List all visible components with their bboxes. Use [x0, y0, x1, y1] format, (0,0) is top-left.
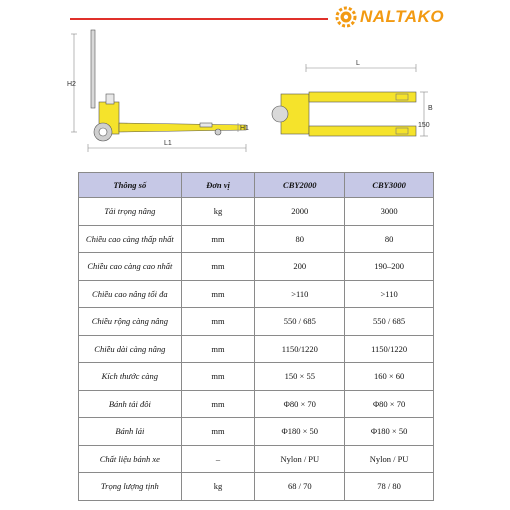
table-row [79, 198, 434, 226]
table-row [79, 390, 434, 418]
header-cell: Thông số [79, 173, 182, 198]
spec-value-cell: 68 / 70 [255, 473, 345, 501]
spec-value-cell: >110 [345, 280, 434, 308]
spec-value-cell: 1150/1220 [255, 335, 345, 363]
spec-value-cell: mm [181, 280, 255, 308]
spec-value-cell: 550 / 685 [255, 308, 345, 336]
brand-name: NALTAKO [360, 7, 445, 26]
spec-value-cell: Φ180 × 50 [345, 418, 434, 446]
spec-name-cell: Tải trọng nâng [79, 198, 182, 226]
table-row [79, 308, 434, 336]
spec-value-cell: Φ180 × 50 [255, 418, 345, 446]
dim-l-label: L [356, 60, 360, 67]
spec-name-cell: Chất liệu bánh xe [79, 445, 182, 473]
table-row [79, 225, 434, 253]
spec-value-cell: 78 / 80 [345, 473, 434, 501]
spec-value-cell: 200 [255, 253, 345, 281]
spec-value-cell: mm [181, 253, 255, 281]
table-row [79, 253, 434, 281]
header-cell: CBY3000 [345, 173, 434, 198]
spec-value-cell: mm [181, 418, 255, 446]
spec-name-cell: Chiều dài càng nâng [79, 335, 182, 363]
dim-w-label: 150 [418, 122, 430, 129]
table-header-row [79, 173, 434, 198]
table-row [79, 473, 434, 501]
header-cell: CBY2000 [255, 173, 345, 198]
dim-h2-label: H2 [67, 81, 76, 88]
spec-value-cell: mm [181, 308, 255, 336]
top-view [272, 64, 428, 136]
spec-value-cell: 2000 [255, 198, 345, 226]
spec-name-cell: Chiều rộng càng nâng [79, 308, 182, 336]
table-row [79, 335, 434, 363]
table-row [79, 418, 434, 446]
spec-name-cell: Bánh lái [79, 418, 182, 446]
spec-table-body [79, 198, 434, 501]
spec-value-cell: 3000 [345, 198, 434, 226]
spec-value-cell: kg [181, 473, 255, 501]
table-row [79, 445, 434, 473]
spec-value-cell: mm [181, 225, 255, 253]
spec-value-cell: Φ80 × 70 [345, 390, 434, 418]
spec-value-cell: 80 [345, 225, 434, 253]
spec-table [78, 172, 434, 501]
side-view [71, 30, 246, 152]
spec-name-cell: Bánh tải đôi [79, 390, 182, 418]
spec-name-cell: Kích thước càng [79, 363, 182, 391]
spec-value-cell: Nylon / PU [345, 445, 434, 473]
spec-value-cell: Nylon / PU [255, 445, 345, 473]
spec-value-cell: kg [181, 198, 255, 226]
spec-name-cell: Chiều cao càng cao nhất [79, 253, 182, 281]
spec-value-cell: 80 [255, 225, 345, 253]
spec-value-cell: mm [181, 363, 255, 391]
spec-name-cell: Trọng lượng tịnh [79, 473, 182, 501]
table-row [79, 280, 434, 308]
spec-value-cell: – [181, 445, 255, 473]
dim-h1-label: H1 [240, 125, 249, 132]
table-row [79, 363, 434, 391]
header-rule [70, 18, 328, 20]
spec-value-cell: Φ80 × 70 [255, 390, 345, 418]
spec-value-cell: 550 / 685 [345, 308, 434, 336]
spec-value-cell: 190–200 [345, 253, 434, 281]
spec-value-cell: mm [181, 390, 255, 418]
pallet-truck-drawing [66, 24, 442, 170]
spec-value-cell: mm [181, 335, 255, 363]
spec-value-cell: 1150/1220 [345, 335, 434, 363]
spec-value-cell: 160 × 60 [345, 363, 434, 391]
dim-b-label: B [428, 105, 433, 112]
spec-value-cell: 150 × 55 [255, 363, 345, 391]
spec-name-cell: Chiều cao càng thấp nhất [79, 225, 182, 253]
dim-l1-label: L1 [164, 140, 172, 147]
spec-value-cell: >110 [255, 280, 345, 308]
spec-name-cell: Chiều cao nâng tối đa [79, 280, 182, 308]
header-cell: Đơn vị [181, 173, 255, 198]
